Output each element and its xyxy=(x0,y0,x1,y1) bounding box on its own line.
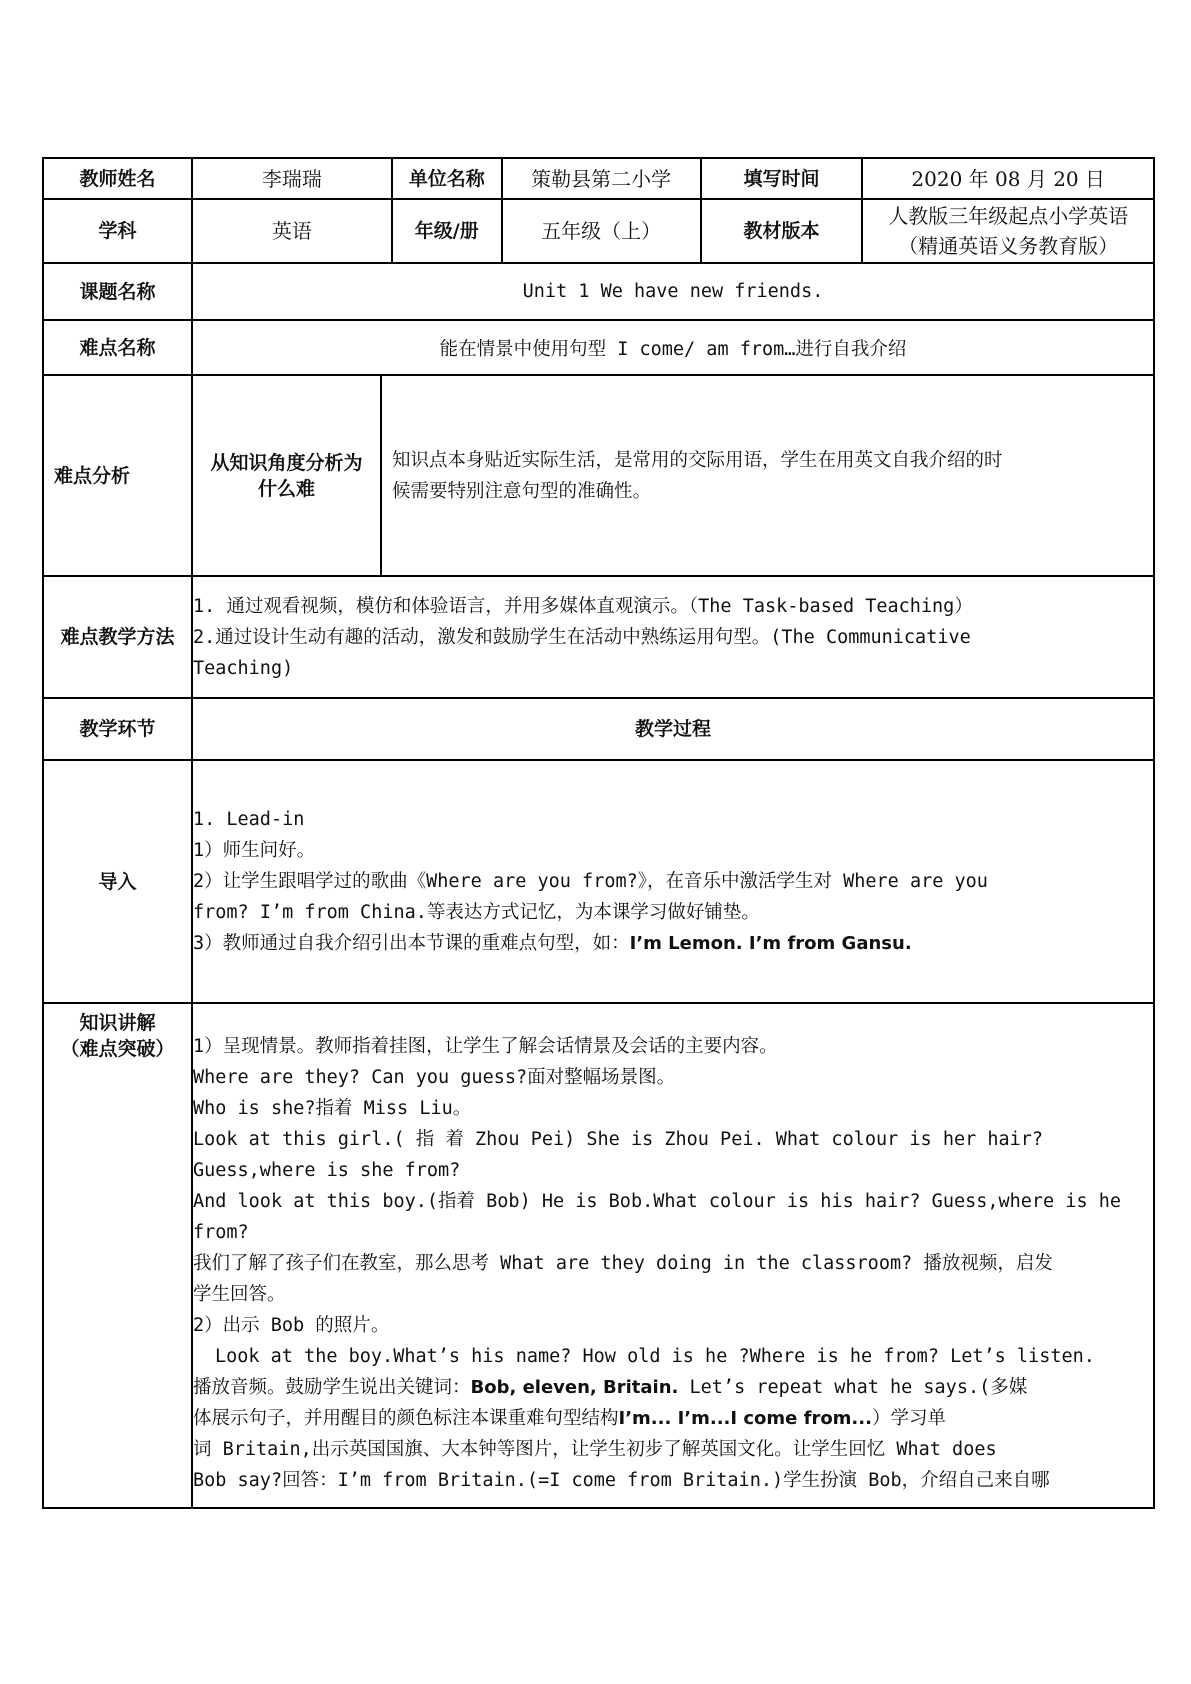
analysis-sublabel xyxy=(193,376,381,575)
intro-label: 导入 xyxy=(43,760,192,1003)
teacher-label: 教师姓名 xyxy=(43,158,192,199)
row-difficulty xyxy=(43,320,1154,375)
topic-value: Unit 1 We have new friends. xyxy=(192,263,1154,320)
date-value: 2020 年 08 月 20 日 xyxy=(862,158,1154,199)
textbook-value-line2: （精通英语义务教育版） xyxy=(898,234,1119,258)
intro-text xyxy=(192,760,1154,1003)
explain-line6: And look at this boy.(指着 Bob) He is Bob.What colour is his hair? Guess,where is he xyxy=(192,1191,1122,1212)
explain-line1: 1）呈现情景。教师指着挂图，让学生了解会话情景及会话的主要内容。 xyxy=(192,1036,778,1057)
explain-line12-b: Bob, eleven, Britain. xyxy=(470,1377,679,1398)
row-subject xyxy=(43,199,1154,263)
row-process-header xyxy=(43,698,1154,760)
intro-line5-a: 3）教师通过自我介绍引出本节课的重难点句型，如： xyxy=(192,933,630,954)
explain-line13-c: ）学习单 xyxy=(871,1408,946,1429)
date-label: 填写时间 xyxy=(701,158,863,199)
explain-line9: 学生回答。 xyxy=(192,1284,286,1305)
analysis-inner xyxy=(193,376,1153,575)
lesson-plan-table xyxy=(42,157,1155,1509)
explain-line4: Look at this girl.( 指 着 Zhou Pei) She is Zhou Pei. What colour is her hair? xyxy=(192,1129,1044,1150)
explain-line12-c: Let’s repeat what he says.(多媒 xyxy=(678,1377,1028,1398)
explain-line2: Where are they? Can you guess?面对整幅场景图。 xyxy=(192,1067,676,1088)
explain-line10: 2）出示 Bob 的照片。 xyxy=(192,1315,390,1336)
method-text xyxy=(192,576,1154,698)
explain-text xyxy=(192,1003,1154,1508)
process-value: 教学过程 xyxy=(192,698,1154,760)
analysis-text xyxy=(381,376,1153,575)
analysis-text-line1: 知识点本身贴近实际生活，是常用的交际用语，学生在用英文自我介绍的时 xyxy=(391,449,1003,471)
difficulty-label: 难点名称 xyxy=(43,320,192,375)
textbook-value-line1: 人教版三年级起点小学英语 xyxy=(888,204,1129,228)
analysis-cell xyxy=(192,375,1154,576)
explain-line8: 我们了解了孩子们在教室，那么思考 What are they doing in the classroom? 播放视频，启发 xyxy=(192,1253,1053,1274)
explain-line15: Bob say?回答：I’m from Britain.(=I come from Britain.)学生扮演 Bob，介绍自己来自哪 xyxy=(192,1470,1050,1491)
explain-line7: from? xyxy=(192,1222,249,1243)
explain-label-line1: 知识讲解 xyxy=(79,1012,156,1034)
explain-line11: Look at the boy.What’s his name? How old is he ?Where is he from? Let’s listen. xyxy=(214,1346,1095,1367)
intro-line3: 2）让学生跟唱学过的歌曲《Where are you from?》，在音乐中激活学生对 Where are you xyxy=(192,871,988,892)
unit-label: 单位名称 xyxy=(392,158,502,199)
row-topic xyxy=(43,263,1154,320)
intro-line1: 1. Lead-in xyxy=(192,809,305,830)
grade-value: 五年级（上） xyxy=(502,199,701,263)
analysis-text-line2: 候需要特别注意句型的准确性。 xyxy=(391,480,651,502)
explain-line14: 词 Britain,出示英国国旗、大本钟等图片，让学生初步了解英国文化。让学生回忆 What does xyxy=(192,1439,997,1460)
analysis-label: 难点分析 xyxy=(43,375,192,576)
grade-label: 年级/册 xyxy=(392,199,502,263)
explain-line13 xyxy=(193,1403,1153,1434)
process-label: 教学环节 xyxy=(43,698,192,760)
intro-line5-b: I’m Lemon. I’m from Gansu. xyxy=(629,933,912,954)
explain-line3: Who is she?指着 Miss Liu。 xyxy=(192,1098,472,1119)
explain-line5: Guess,where is she from? xyxy=(192,1160,461,1181)
topic-label: 课题名称 xyxy=(43,263,192,320)
difficulty-value: 能在情景中使用句型 I come/ am from…进行自我介绍 xyxy=(192,320,1154,375)
method-line1: 1. 通过观看视频，模仿和体验语言，并用多媒体直观演示。（The Task-based Teaching） xyxy=(192,595,973,617)
explain-label xyxy=(43,1003,192,1508)
row-teacher xyxy=(43,158,1154,199)
unit-value: 策勒县第二小学 xyxy=(502,158,701,199)
subject-value: 英语 xyxy=(192,199,392,263)
row-intro xyxy=(43,760,1154,1003)
explain-line13-a: 体展示句子，并用醒目的颜色标注本课重难句型结构 xyxy=(192,1408,619,1429)
explain-label-line2: （难点突破） xyxy=(60,1038,175,1060)
analysis-sublabel-line1: 从知识角度分析为 xyxy=(210,451,363,474)
method-line3: Teaching) xyxy=(192,657,294,679)
method-line2: 2.通过设计生动有趣的活动，激发和鼓励学生在活动中熟练运用句型。(The Communicative xyxy=(192,626,971,648)
textbook-value xyxy=(862,199,1154,263)
explain-line12-a: 播放音频。鼓励学生说出关键词： xyxy=(192,1377,471,1398)
explain-line13-b: I’m... I’m...I come from... xyxy=(618,1408,872,1429)
intro-line5 xyxy=(193,928,1153,959)
row-analysis xyxy=(43,375,1154,576)
row-explain xyxy=(43,1003,1154,1508)
subject-label: 学科 xyxy=(43,199,192,263)
row-method xyxy=(43,576,1154,698)
intro-line2: 1）师生问好。 xyxy=(192,840,316,861)
textbook-label: 教材版本 xyxy=(701,199,863,263)
method-label: 难点教学方法 xyxy=(43,576,192,698)
intro-line4: from? I’m from China.等表达方式记忆，为本课学习做好铺垫。 xyxy=(192,902,760,923)
teacher-value: 李瑞瑞 xyxy=(192,158,392,199)
analysis-sublabel-line2: 什么难 xyxy=(257,477,315,500)
explain-line12 xyxy=(193,1372,1153,1403)
